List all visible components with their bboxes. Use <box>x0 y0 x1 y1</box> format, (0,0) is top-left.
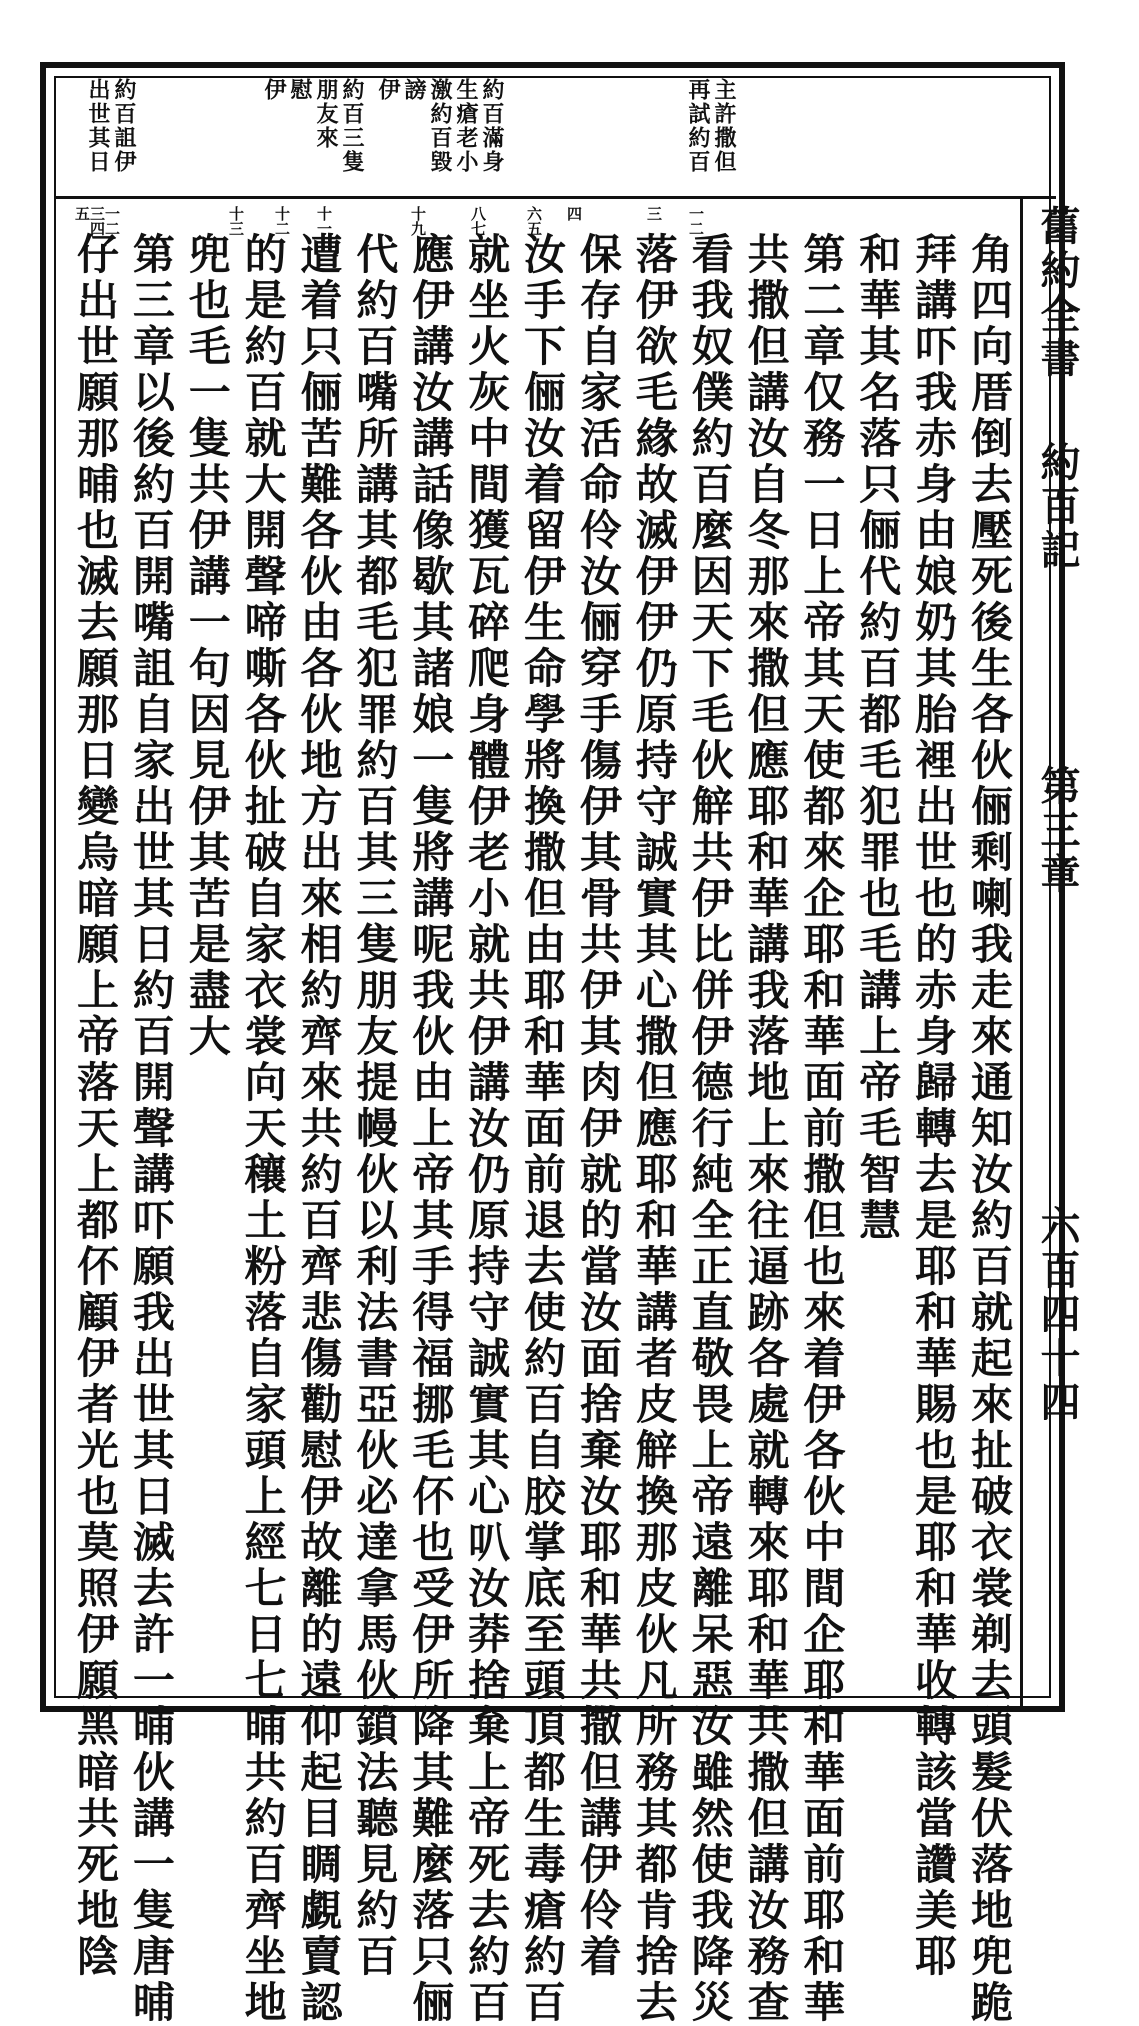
body-text <box>68 232 1018 2026</box>
verse-number: 一二三四五 <box>73 206 121 236</box>
verse-number: 十一 <box>315 206 333 236</box>
verse-number: 三 <box>645 206 663 221</box>
verse-number: 四 <box>565 206 583 221</box>
note-line: 約百詛伊 <box>111 78 137 174</box>
note-line: 主許撒但 <box>711 78 737 174</box>
note-line: 約百滿身 <box>479 78 505 174</box>
text-column: 就坐火灰中間獲瓦碎爬身體伊老小就共伊講汝仍原持守誠實其心叭汝莽捨棄上帝死去約百 <box>462 232 512 2026</box>
note-line: 激約百毀 <box>427 78 453 174</box>
marginal-note <box>86 78 136 174</box>
verse-number: 一二 <box>687 206 705 236</box>
note-line: 出世其日 <box>85 78 111 174</box>
text-column: 第三章以後約百開嘴詛自家出世其日約百開聲講吓願我出世其日滅去許一晡伙講一隻唐晡 <box>126 232 176 2026</box>
page-number: 六百四十四 <box>1034 1205 1081 1425</box>
note-line: 生瘡老小 <box>453 78 479 174</box>
text-column: 兜也毛一隻共伊講一句因見伊其苦是盡大 <box>182 232 232 1060</box>
header-separator <box>1020 198 1023 1706</box>
text-column: 角四向厝倒去壓死後生各伙俪剩喇我走來通知汝約百就起來扯破衣裳剃去頭髮伏落地兜跪 <box>965 232 1015 2026</box>
marginal-note <box>686 78 736 174</box>
section-title: 約百記 <box>1034 441 1081 573</box>
verse-number: 十二 <box>273 206 291 236</box>
marginal-notes-band <box>56 74 1056 199</box>
verse-number: 六五 <box>525 206 543 236</box>
text-column: 保存自家活命伶汝俪穿手傷伊其骨共伊其肉伊就的當汝面捨棄汝耶和華共撒但講伊伶着 <box>573 232 623 1980</box>
note-line: 伊 <box>261 78 287 102</box>
note-line: 謗 <box>401 78 427 102</box>
marginal-note <box>376 78 504 174</box>
book-title: 舊約全書 <box>1034 205 1081 381</box>
verse-number: 十九 <box>409 206 427 236</box>
margin-mark <box>1095 1360 1105 1376</box>
text-column: 看我奴僕約百麼因天下毛伙觪共伊比併伊德行純全正直敬畏上帝遠離呆惡汝雖然使我降災 <box>685 232 735 2026</box>
text-column: 仔出世願那晡也滅去願那日變烏暗願上帝落天上都伓顧伊者光也莫照伊願黑暗共死地陰 <box>70 232 120 1980</box>
text-column: 應伊講汝講話像歇其諸娘一隻將講呢我伙由上帝其手得福挪毛伓也受伊所降其難麼落只俪 <box>406 232 456 2026</box>
note-line: 慰 <box>287 78 313 102</box>
note-line: 朋友來 <box>313 78 339 150</box>
text-column: 汝手下俪汝着留伊生命學將換撒但由耶和華面前退去使約百自胶掌底至頭頂都生毒瘡約百 <box>518 232 567 2026</box>
text-column: 第二章仅務一日上帝其天使都來企耶和華面前撒但也來着伊各伙中間企耶和華面前耶和華 <box>797 232 847 2026</box>
text-column: 遭着只俪苦難各伙由各伙地方出來相約齊來共約百齊悲傷勸慰伊故離的遠仰起目睭覷賣認 <box>294 232 344 2026</box>
marginal-note <box>262 78 364 174</box>
chapter-title: 第三章 <box>1034 765 1081 897</box>
text-column: 共撒但講汝自冬那來撒但應耶和華講我落地上來往逼跡各處就轉來耶和華共撒但講汝務查 <box>741 232 791 2026</box>
note-line: 約百三隻 <box>339 78 365 174</box>
note-line: 伊 <box>375 78 401 102</box>
verse-number: 八七 <box>469 206 487 236</box>
text-column: 拜講吓我赤身由娘奶其胎裡出世也的赤身歸轉去是耶和華賜也是耶和華收轉該當讚美耶 <box>909 232 959 1980</box>
text-column: 的是約百就大開聲啼嘶各伙扯破自家衣裳向天穰土粉落自家頭上經七日七晡共約百齊坐地 <box>238 232 288 2026</box>
verse-number: 十三 <box>227 206 245 236</box>
text-column: 落伊欲毛緣故滅伊伊仍原持守誠實其心撒但應耶和華講者皮觪換那皮伙凡所務其都肯捨去 <box>629 232 679 2026</box>
note-line: 再試約百 <box>685 78 711 174</box>
text-column: 和華其名落只俪代約百都毛犯罪也毛講上帝毛智慧 <box>853 232 903 1244</box>
text-column: 代約百嘴所講其都毛犯罪約百其三隻朋友提幔伙以利法書亞伙必達拿馬伙鎖法聽見約百 <box>350 232 400 1980</box>
